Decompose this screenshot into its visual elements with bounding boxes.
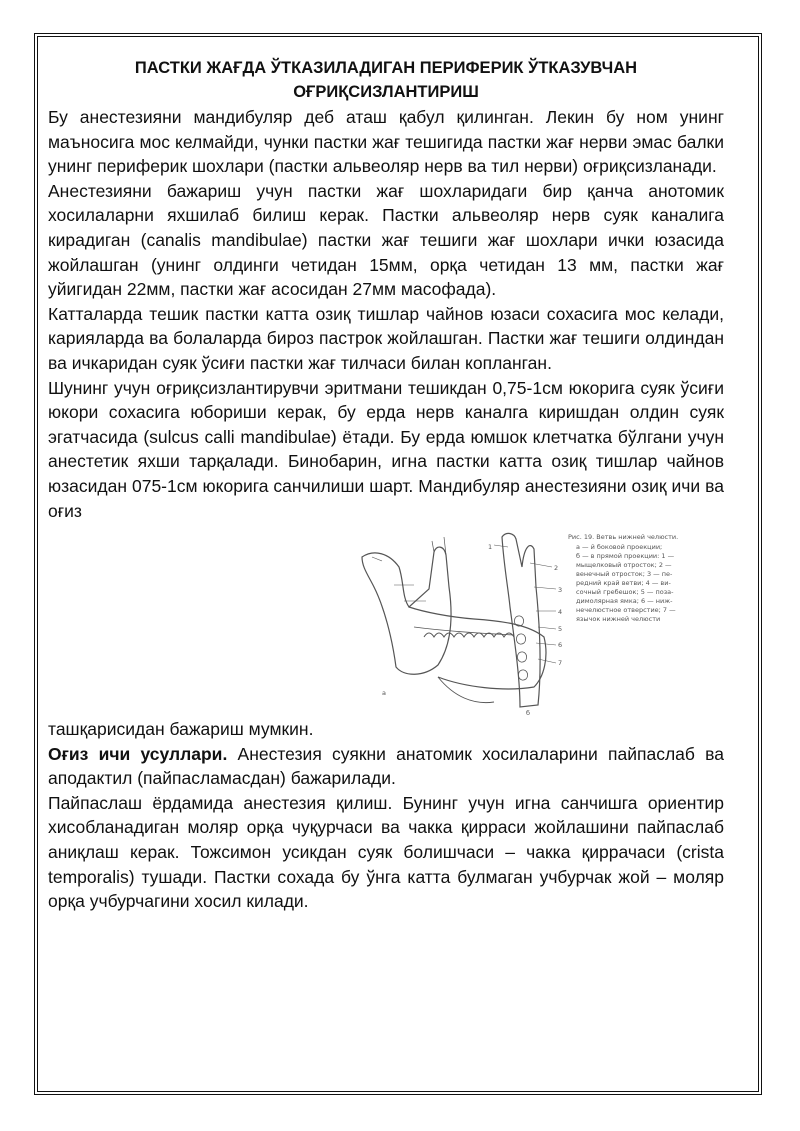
figure-label-2: 2 <box>554 564 559 573</box>
section-heading-intraoral-methods: Оғиз ичи усуллари. <box>48 743 228 764</box>
figure-caption-line: димолярная ямка; 6 — ниж- <box>576 597 673 606</box>
figure-label-1: 1 <box>488 543 493 552</box>
title-line-2: ОҒРИҚСИЗЛАНТИРИШ <box>293 83 479 101</box>
figure-caption-line: нечелюстное отверстие; 7 — <box>576 606 676 615</box>
figure-label-3: 3 <box>558 586 563 595</box>
panel-a-label: а <box>382 689 386 698</box>
title-line-1: ПАСТКИ ЖАҒДА ЎТКАЗИЛАДИГАН ПЕРИФЕРИК ЎТКАЗУВЧАН <box>134 59 638 77</box>
figure-caption-line: сочный гребешок; 5 — поза- <box>576 588 674 597</box>
figure-label-7: 7 <box>558 659 563 668</box>
paragraph-4: Шунинг учун оғриқсизлантирувчи эритмани тешикдан 0,75-1см юкорига суяк ўсиғи юкори сохасига юбориши керак, бу ерда нерв каналга киришдан олдин суяк эгатчасида (sulcus calli mandibulae) ётади. Бу ерда юмшок клетчатка бўлгани учун анестетик яхши тарқалади. Бинобарин, игна пастки катта озиқ тишлар чайнов юзасидан 075-1см юкорига санчилиши шарт. Мандибуляр анестезияни озиқ ичи ва оғиз <box>48 377 724 521</box>
figure-caption-line: венечный отросток; 3 — пе- <box>576 570 673 579</box>
ramus-frontal-drawing <box>494 533 559 707</box>
figure-container <box>48 523 724 717</box>
figure-caption <box>568 533 678 623</box>
document-page <box>48 56 724 914</box>
paragraph-6: Пайпаслаш ёрдамида анестезия қилиш. Бунинг учун игна санчишга ориентир хисобланадиган моляр орқа чуқурчаси ва чакка қирраси жойлашини пайпаслаб аниқлаш керак. Тожсимон усикдан суяк болишчаси – чакка қиррачаси (crista temporalis) тушади. Пастки сохада бу ўнга катта булмаган учбурчак жой – моляр орқа учбурчагини хосил килади. <box>48 792 724 912</box>
figure-label-4: 4 <box>558 608 563 617</box>
figure-caption-line: язычок нижней челюсти <box>576 615 661 624</box>
paragraph-3: Катталарда тешик пастки катта озиқ тишлар чайнов юзаси сохасига мос келади, карияларда ва болаларда бироз пастрок жойлашган. Пастки жағ тешиги олдиндан ва ичкаридан суяк ўсиғи пастки жағ тилчаси билан копланган. <box>48 303 724 373</box>
figure-label-6: 6 <box>558 641 563 650</box>
paragraph-1: Бу анестезияни мандибуляр деб аташ қабул қилинган. Лекин бу ном унинг маъносига мос келмайди, чунки пастки жағ тешигида пастки жағ нерви эмас балки унинг периферик шохлари (пастки альвеоляр нерв ва тил нерви) оғриқсизланади. <box>48 107 724 177</box>
figure-caption-line: редний край ветви; 4 — ви- <box>576 579 671 588</box>
paragraph-2: Анестезияни бажариш учун пастки жағ шохларидаги бир қанча анотомик хосилаларни яхшилаб билиш керак. Пастки альвеоляр нерв суяк каналига кирадиган (canalis mandibulae) пастки жағ тешиги жағ шохлари ички юзасида жойлашган (унинг олдинги четидан 15мм, орқа четидан 13 мм, пастки жағ уйигидан 22мм, пастки жағ асосидан 27мм масофада). <box>48 180 724 300</box>
document-title <box>48 56 724 104</box>
figure-label-5: 5 <box>558 625 563 634</box>
paragraph-4-end: ташқарисидан бажариш мумкин. <box>48 719 314 740</box>
figure-number-labels <box>488 543 562 667</box>
paragraph-5 <box>48 742 724 791</box>
figure-caption-line: а — й боковой проекции; <box>576 543 663 552</box>
mandible-ramus-figure <box>354 527 724 717</box>
figure-caption-line: мыщелковый отросток; 2 — <box>576 561 672 570</box>
panel-b-label: б <box>526 709 531 718</box>
figure-caption-title: Рис. 19. Ветвь нижней челюсти. <box>568 533 679 542</box>
figure-caption-line: б — в прямой проекции: 1 — <box>576 552 675 561</box>
paragraph-5-text: Анестезия суякни анатомик хосилаларини пайпаслаб ва аподактил (пайпасламасдан) бажарилади. <box>48 743 724 789</box>
